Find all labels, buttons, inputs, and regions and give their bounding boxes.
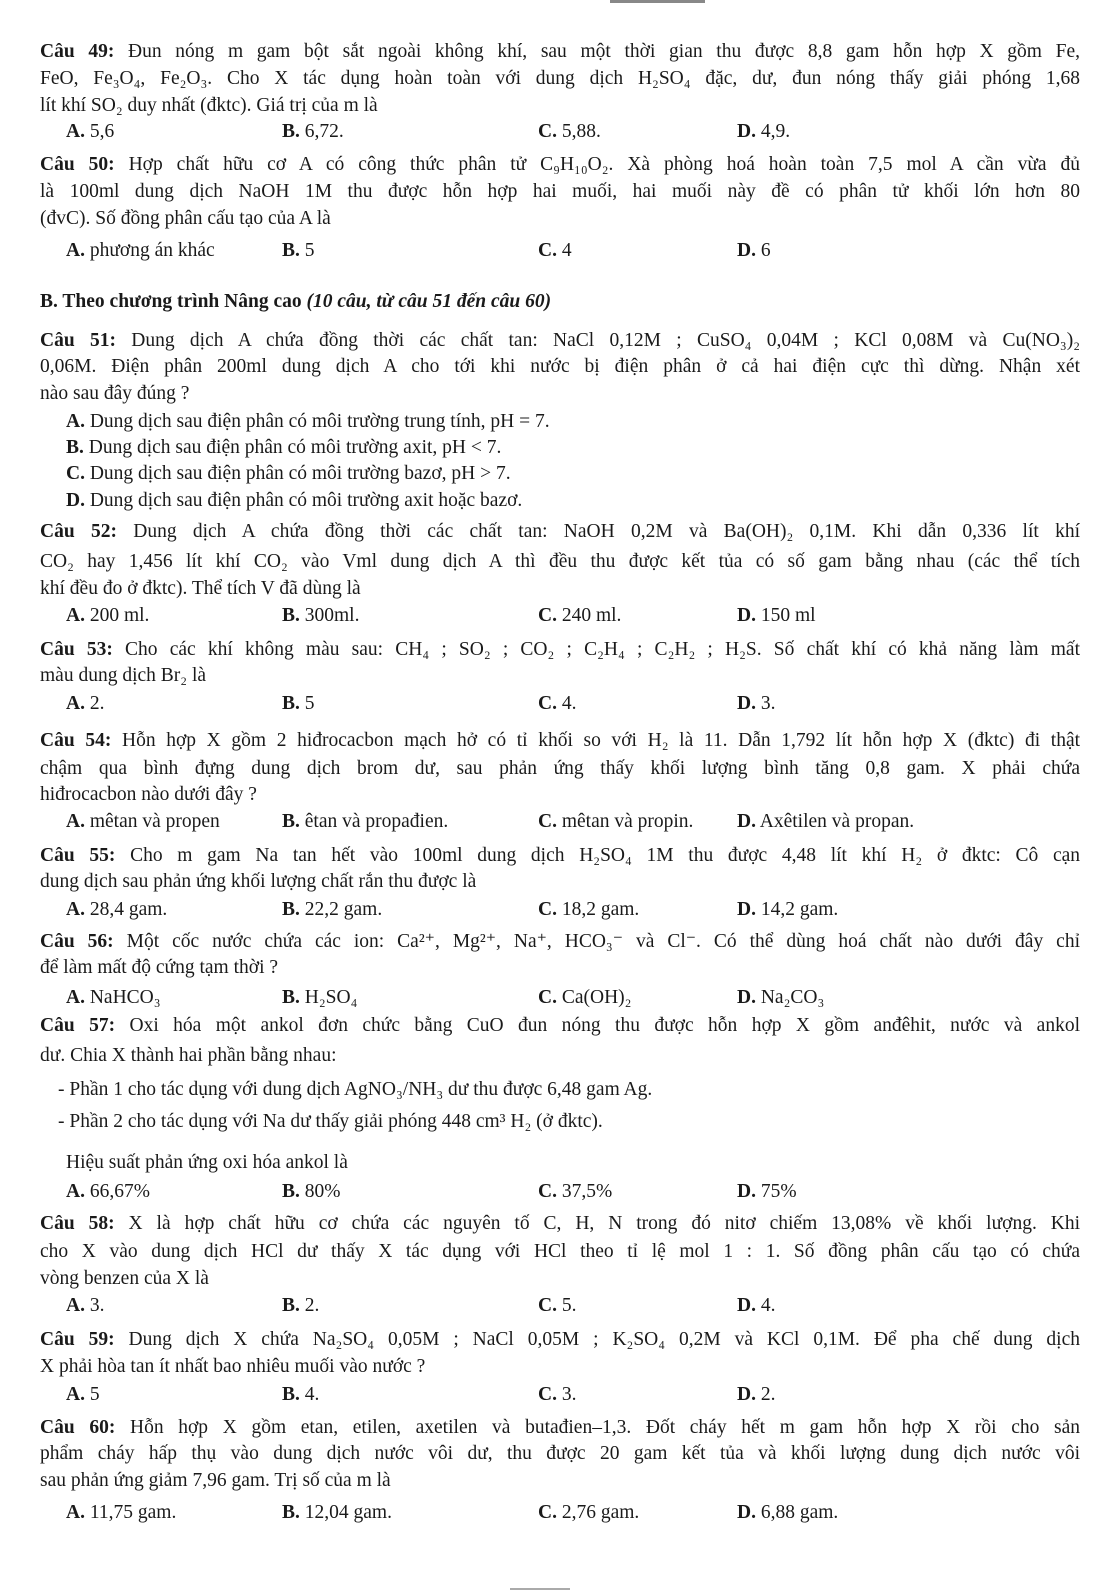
option-letter: C. — [538, 987, 557, 1008]
question-text-line — [40, 67, 1080, 91]
option-text: 66,67% — [89, 1181, 150, 1202]
answer-option-b — [66, 436, 501, 460]
answer-option-a — [66, 810, 220, 834]
option-text: mêtan và propen — [89, 811, 220, 832]
question-label: Câu 52: — [40, 521, 117, 542]
question-text: Cho các khí không màu sau: CH₄ ; SO₂ ; CO₂ ; C₂H₄ ; C₂H₂ ; H₂S. Số chất khí có khả năng làm mất — [125, 639, 1080, 660]
option-text: 5 — [89, 1384, 100, 1405]
question-text-line — [40, 40, 1080, 64]
option-letter: B. — [282, 605, 300, 626]
answer-option-b — [282, 1180, 341, 1204]
question-label: Câu 50: — [40, 154, 115, 175]
option-letter: C. — [538, 1384, 557, 1405]
option-letter: B. — [282, 121, 300, 142]
option-text: êtan và propađien. — [304, 811, 449, 832]
answer-option-c — [538, 120, 601, 144]
option-text: Axêtilen và propan. — [759, 811, 915, 832]
question-text: Dung dịch X chứa Na₂SO₄ 0,05M ; NaCl 0,05M ; K₂SO₄ 0,2M và KCl 0,1M. Để pha chế dung dịch — [128, 1329, 1080, 1350]
option-text: mêtan và propin. — [561, 811, 694, 832]
question-text-line — [40, 153, 1080, 177]
question-text: Dung dịch A chứa đồng thời các chất tan: NaCl 0,12M ; CuSO₄ 0,04M ; KCl 0,08M và Cu(NO₃)₂ — [131, 330, 1080, 351]
question-text: vòng benzen của X là — [40, 1268, 209, 1289]
question-text-line — [40, 729, 1080, 753]
option-text: 5 — [304, 240, 315, 261]
answer-option-a — [66, 692, 104, 716]
question-text: Hợp chất hữu cơ A có công thức phân tử C₉H₁₀O₂. Xà phòng hoá hoàn toàn 7,5 mol A cần vừa đủ — [128, 154, 1080, 175]
question-text-line — [40, 664, 1080, 688]
option-text: 18,2 gam. — [561, 899, 640, 920]
question-text: màu dung dịch Br₂ là — [40, 665, 207, 686]
answer-option-b — [282, 120, 344, 144]
option-text: 28,4 gam. — [89, 899, 168, 920]
option-text: 200 ml. — [89, 605, 150, 626]
answer-option-c — [66, 462, 511, 486]
question-text: X là hợp chất hữu cơ chứa các nguyên tố C, H, N trong đó nitơ chiếm 13,08% về khối lượng. Khi — [128, 1213, 1080, 1234]
option-letter: A. — [66, 1384, 85, 1405]
option-letter: A. — [66, 693, 85, 714]
option-text: 4,9. — [760, 121, 791, 142]
question-text-line — [40, 94, 1080, 118]
option-text: 3. — [89, 1295, 105, 1316]
answer-option-c — [538, 1180, 612, 1204]
question-text-line — [40, 870, 1080, 894]
answer-option-b — [282, 239, 315, 263]
question-text: nào sau đây đúng ? — [40, 383, 190, 404]
question-text-line — [40, 1267, 1080, 1291]
option-text: 2. — [89, 693, 105, 714]
option-letter: B. — [282, 240, 300, 261]
question-label: Câu 54: — [40, 730, 112, 751]
question-text-line — [40, 207, 1080, 231]
answer-option-c — [538, 239, 572, 263]
option-letter: A. — [66, 1295, 85, 1316]
question-text: 0,06M. Điện phân 200ml dung dịch A cho tới khi nước bị điện phân ở cả hai điện cực thì dừng. Nhận xét — [40, 356, 1080, 377]
option-text: 2,76 gam. — [561, 1502, 640, 1523]
question-text-line — [40, 1442, 1080, 1466]
answer-option-d — [737, 1383, 775, 1407]
option-letter: B. — [282, 899, 300, 920]
option-letter: C. — [538, 240, 557, 261]
answer-option-d — [66, 489, 522, 513]
question-text: cho X vào dung dịch HCl dư thấy X tác dụng với HCl theo tỉ lệ mol 1 : 1. Số đồng phân cấu tạo có chứa — [40, 1241, 1080, 1262]
option-letter: A. — [66, 811, 85, 832]
question-subline: Hiệu suất phản ứng oxi hóa ankol là — [66, 1152, 348, 1173]
answer-option-a — [66, 120, 114, 144]
option-letter: D. — [737, 1384, 756, 1405]
option-text: 2. — [760, 1384, 776, 1405]
question-text: Hỗn hợp X gồm etan, etilen, axetilen và butađien–1,3. Đốt cháy hết m gam hỗn hợp X rồi cho sản — [130, 1417, 1080, 1438]
option-letter: D. — [737, 121, 756, 142]
question-text-line — [40, 1355, 1080, 1379]
question-text: Đun nóng m gam bột sắt ngoài không khí, sau một thời gian thu được 8,8 gam hỗn hợp X gồm Fe, — [128, 41, 1080, 62]
option-letter: B. — [282, 1502, 300, 1523]
answer-option-a — [66, 410, 550, 434]
option-letter: C. — [538, 1181, 557, 1202]
option-text: 75% — [760, 1181, 797, 1202]
answer-option-c — [538, 898, 639, 922]
question-text-line — [40, 1328, 1080, 1352]
answer-option-c — [538, 1294, 576, 1318]
option-text: 80% — [304, 1181, 341, 1202]
answer-option-b — [282, 986, 357, 1010]
option-letter: A. — [66, 1502, 85, 1523]
answer-option-d — [737, 898, 838, 922]
question-text-line — [40, 783, 1080, 807]
option-letter: B. — [282, 1295, 300, 1316]
question-text: chậm qua bình đựng dung dịch brom dư, sau phản ứng thấy khối lượng bình tăng 0,8 gam. X phải chứa — [40, 758, 1080, 779]
option-letter: B. — [282, 693, 300, 714]
answer-option-a — [66, 898, 167, 922]
option-letter: D. — [737, 240, 756, 261]
option-text: 37,5% — [561, 1181, 613, 1202]
answer-option-b — [282, 810, 448, 834]
option-letter: D. — [737, 811, 756, 832]
option-letter: D. — [737, 899, 756, 920]
question-label: Câu 56: — [40, 931, 114, 952]
option-letter: A. — [66, 987, 85, 1008]
question-text: lít khí SO₂ duy nhất (đktc). Giá trị của m là — [40, 95, 378, 116]
answer-option-b — [282, 1294, 319, 1318]
question-text: FeO, Fe₃O₄, Fe₂O₃. Cho X tác dụng hoàn toàn với dung dịch H₂SO₄ đặc, dư, đun nóng thấy giải phóng 1,68 — [40, 68, 1080, 89]
option-text: 12,04 gam. — [304, 1502, 392, 1523]
option-letter: D. — [737, 987, 756, 1008]
question-text-line — [40, 956, 1080, 980]
question-text: phẩm cháy hấp thụ vào dung dịch nước vôi dư, thu được 20 gam kết tủa và khối lượng dung dịch nước vôi — [40, 1443, 1080, 1464]
answer-option-c — [538, 986, 631, 1010]
question-text: Một cốc nước chứa các ion: Ca²⁺, Mg²⁺, Na⁺, HCO₃⁻ và Cl⁻. Có thể dùng hoá chất nào dưới đây chỉ — [126, 931, 1080, 952]
option-letter: A. — [66, 411, 85, 432]
option-text: 11,75 gam. — [89, 1502, 177, 1523]
answer-option-d — [737, 810, 914, 834]
question-text: Cho m gam Na tan hết vào 100ml dung dịch H₂SO₄ 1M thu được 4,48 lít khí H₂ ở đktc: Cô cạn — [130, 845, 1080, 866]
question-label: Câu 51: — [40, 330, 116, 351]
answer-option-c — [538, 1501, 639, 1525]
answer-option-c — [538, 810, 693, 834]
question-text: hiđrocacbon nào dưới đây ? — [40, 784, 257, 805]
option-letter: D. — [737, 1502, 756, 1523]
option-letter: A. — [66, 121, 85, 142]
answer-option-d — [737, 120, 790, 144]
answer-option-a — [66, 239, 215, 263]
answer-option-c — [538, 1383, 576, 1407]
question-text-line — [40, 1240, 1080, 1264]
question-text: là 100ml dung dịch NaOH 1M thu được hỗn hợp hai muối, hai muối này đề có phân tử khối lớn hơn 80 — [40, 181, 1080, 202]
question-text-line — [40, 930, 1080, 954]
answer-option-d — [737, 1294, 775, 1318]
question-text-line — [40, 520, 1080, 544]
option-text: Dung dịch sau điện phân có môi trường axit hoặc bazơ. — [89, 490, 523, 511]
answer-option-c — [538, 604, 621, 628]
question-text-line — [40, 382, 1080, 406]
option-text: 6,88 gam. — [760, 1502, 839, 1523]
option-text: 4. — [561, 693, 577, 714]
option-letter: D. — [737, 693, 756, 714]
question-text: dung dịch sau phản ứng khối lượng chất rắn thu được là — [40, 871, 477, 892]
question-text-line — [40, 577, 1080, 601]
question-text: dư. Chia X thành hai phần bằng nhau: — [40, 1045, 337, 1066]
option-letter: B. — [282, 987, 300, 1008]
option-text: Dung dịch sau điện phân có môi trường axit, pH < 7. — [88, 437, 502, 458]
question-text-line — [40, 1212, 1080, 1236]
question-text-line — [40, 329, 1080, 353]
option-text: H₂SO₄ — [304, 987, 358, 1008]
option-text: 4 — [561, 240, 572, 261]
option-letter: C. — [538, 1295, 557, 1316]
option-text: 6,72. — [304, 121, 344, 142]
scan-mark-top — [610, 0, 705, 3]
question-label: Câu 49: — [40, 41, 115, 62]
option-text: Dung dịch sau điện phân có môi trường bazơ, pH > 7. — [89, 463, 511, 484]
question-text-line — [40, 844, 1080, 868]
option-letter: A. — [66, 605, 85, 626]
question-text: X phải hòa tan ít nhất bao nhiêu muối vào nước ? — [40, 1356, 426, 1377]
answer-option-b — [282, 1501, 392, 1525]
option-text: 14,2 gam. — [760, 899, 839, 920]
question-text-line — [40, 638, 1080, 662]
option-letter: C. — [538, 121, 557, 142]
question-text-line — [40, 355, 1080, 379]
option-letter: C. — [538, 1502, 557, 1523]
option-letter: A. — [66, 1181, 85, 1202]
option-text: 4. — [760, 1295, 776, 1316]
option-text: 5,88. — [561, 121, 601, 142]
answer-option-d — [737, 239, 771, 263]
question-text: để làm mất độ cứng tạm thời ? — [40, 957, 279, 978]
option-text: 5. — [561, 1295, 577, 1316]
question-text: Hỗn hợp X gồm 2 hiđrocacbon mạch hở có tỉ khối so với H₂ là 11. Dẫn 1,792 lít hỗn hợp X (đktc) đi thật — [121, 730, 1080, 751]
option-text: 3. — [561, 1384, 577, 1405]
answer-option-d — [737, 986, 824, 1010]
option-letter: D. — [737, 605, 756, 626]
answer-option-d — [737, 604, 816, 628]
question-text-line — [40, 1416, 1080, 1440]
answer-option-d — [737, 1501, 838, 1525]
answer-option-d — [737, 692, 775, 716]
question-text-line — [40, 1014, 1080, 1038]
option-text: 3. — [760, 693, 776, 714]
option-text: 300ml. — [304, 605, 360, 626]
option-text: Ca(OH)₂ — [561, 987, 632, 1008]
answer-option-d — [737, 1180, 797, 1204]
option-letter: C. — [66, 463, 85, 484]
question-text: sau phản ứng giảm 7,96 gam. Trị số của m là — [40, 1470, 391, 1491]
option-text: 6 — [760, 240, 771, 261]
question-text-line — [40, 180, 1080, 204]
option-letter: D. — [737, 1181, 756, 1202]
section-b-heading — [40, 290, 551, 314]
option-letter: A. — [66, 240, 85, 261]
question-label: Câu 59: — [40, 1329, 115, 1350]
scan-mark-bottom — [510, 1588, 570, 1590]
question-label: Câu 53: — [40, 639, 113, 660]
option-letter: B. — [282, 1384, 300, 1405]
option-letter: B. — [66, 437, 84, 458]
option-letter: D. — [737, 1295, 756, 1316]
answer-option-b — [282, 898, 382, 922]
question-text: Dung dịch A chứa đồng thời các chất tan: NaOH 0,2M và Ba(OH)₂ 0,1M. Khi dẫn 0,336 lít khí — [133, 521, 1080, 542]
question-label: Câu 60: — [40, 1417, 116, 1438]
answer-option-a — [66, 1501, 176, 1525]
question-subline: - Phần 1 cho tác dụng với dung dịch AgNO₃/NH₃ dư thu được 6,48 gam Ag. — [58, 1079, 653, 1100]
option-letter: C. — [538, 693, 557, 714]
option-letter: A. — [66, 899, 85, 920]
option-text: 240 ml. — [561, 605, 622, 626]
option-text: Na₂CO₃ — [760, 987, 825, 1008]
question-text-line — [40, 550, 1080, 574]
answer-option-b — [282, 604, 359, 628]
option-text: Dung dịch sau điện phân có môi trường trung tính, pH = 7. — [89, 411, 550, 432]
answer-option-a — [66, 1294, 104, 1318]
option-text: 2. — [304, 1295, 320, 1316]
option-text: 5,6 — [89, 121, 115, 142]
question-label: Câu 57: — [40, 1015, 116, 1036]
option-text: phương án khác — [89, 240, 215, 261]
option-text: 150 ml — [760, 605, 816, 626]
option-text: 5 — [304, 693, 315, 714]
question-text-line — [40, 1469, 1080, 1493]
question-text: (đvC). Số đồng phân cấu tạo của A là — [40, 208, 331, 229]
question-text: Oxi hóa một ankol đơn chức bằng CuO đun nóng thu được hỗn hợp X gồm anđêhit, nước và ankol — [129, 1015, 1080, 1036]
answer-option-a — [66, 604, 149, 628]
option-text: 4. — [304, 1384, 320, 1405]
option-letter: B. — [282, 1181, 300, 1202]
question-label: Câu 58: — [40, 1213, 115, 1234]
option-letter: C. — [538, 605, 557, 626]
option-letter: C. — [538, 899, 557, 920]
option-letter: B. — [282, 811, 300, 832]
answer-option-a — [66, 986, 161, 1010]
option-letter: D. — [66, 490, 85, 511]
answer-option-b — [282, 1383, 319, 1407]
question-text: khí đều đo ở đktc). Thể tích V đã dùng là — [40, 578, 361, 599]
answer-option-c — [538, 692, 576, 716]
option-text: NaHCO₃ — [89, 987, 161, 1008]
section-title: B. Theo chương trình Nâng cao — [40, 291, 307, 312]
section-note: (10 câu, từ câu 51 đến câu 60) — [306, 291, 552, 312]
option-text: 22,2 gam. — [304, 899, 383, 920]
question-text-line — [40, 1044, 1080, 1068]
question-subline: - Phần 2 cho tác dụng với Na dư thấy giải phóng 448 cm³ H₂ (ở đktc). — [58, 1111, 603, 1132]
answer-option-a — [66, 1180, 150, 1204]
question-text-line — [40, 757, 1080, 781]
option-letter: C. — [538, 811, 557, 832]
answer-option-a — [66, 1383, 100, 1407]
question-text: CO₂ hay 1,456 lít khí CO₂ vào Vml dung dịch A thì đều thu được kết tủa có số gam bằng nhau (các thể tích — [40, 551, 1080, 572]
answer-option-b — [282, 692, 315, 716]
question-label: Câu 55: — [40, 845, 116, 866]
